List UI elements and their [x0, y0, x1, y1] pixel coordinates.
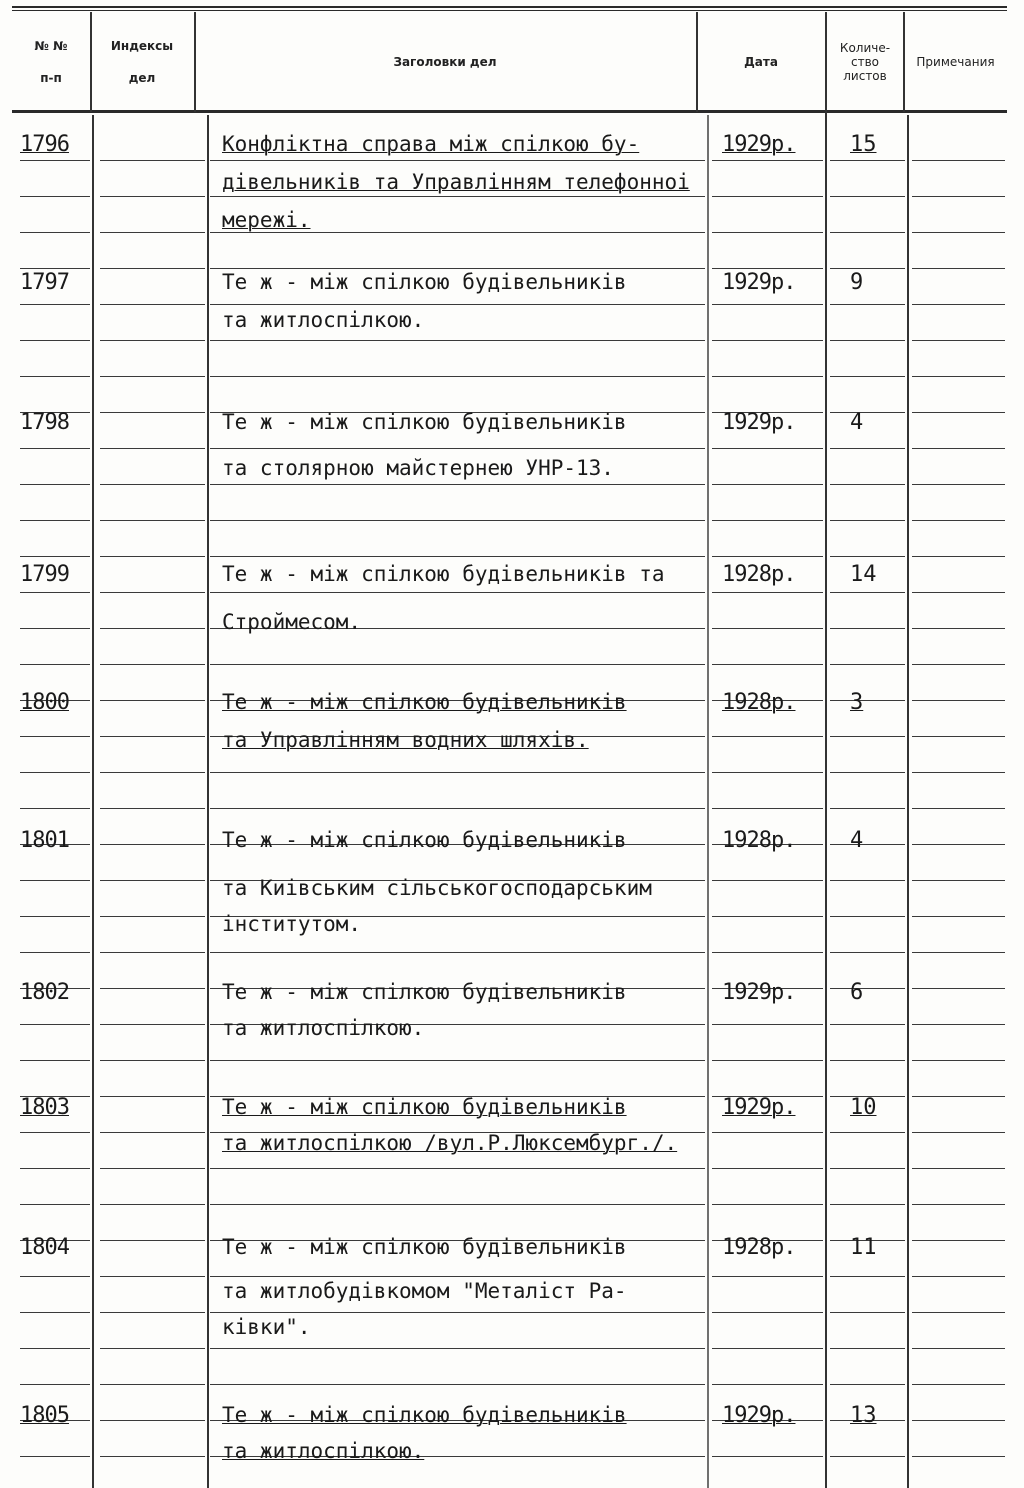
- ruled-line: [912, 160, 1005, 161]
- ruled-line: [20, 1348, 90, 1349]
- header-sheets-label-2: ство: [850, 55, 879, 69]
- ruled-line: [830, 628, 905, 629]
- entry-number: 1804: [20, 1235, 69, 1260]
- ruled-line: [20, 1384, 90, 1385]
- ruled-line: [712, 1384, 823, 1385]
- entry-title-line: Строймесом.: [222, 610, 362, 634]
- ruled-line: [712, 1276, 823, 1277]
- ruled-line: [712, 880, 823, 881]
- ruled-line: [712, 556, 823, 557]
- entry-title-line: та Управлiнням водних шляхiв.: [222, 728, 589, 752]
- entry-sheet-count: 15: [850, 132, 877, 157]
- header-bottom-rule: [12, 110, 1007, 113]
- entry-number: 1797: [20, 270, 69, 295]
- entry-title-line: Те ж - мiж спiлкою будiвельникiв та: [222, 562, 665, 586]
- ruled-line: [210, 808, 705, 809]
- ruled-line: [210, 376, 705, 377]
- header-date-column: [696, 12, 826, 112]
- ruled-line: [210, 1060, 705, 1061]
- ruled-line: [830, 592, 905, 593]
- column-divider: [90, 12, 92, 112]
- header-index-label: Индексы: [110, 39, 174, 53]
- ruled-line: [830, 376, 905, 377]
- ruled-line: [100, 448, 205, 449]
- entry-number: 1803: [20, 1095, 69, 1120]
- column-divider: [207, 115, 209, 1488]
- ruled-line: [912, 700, 1005, 701]
- header-notes-label: Примечания: [916, 55, 995, 69]
- ruled-line: [100, 304, 205, 305]
- entry-title-line: iнститутом.: [222, 912, 362, 936]
- ruled-line: [100, 556, 205, 557]
- ruled-line: [830, 1276, 905, 1277]
- header-title-column: [194, 12, 696, 112]
- ruled-line: [100, 412, 205, 413]
- ruled-line: [100, 1456, 205, 1457]
- ruled-line: [830, 736, 905, 737]
- ruled-line: [100, 952, 205, 953]
- ruled-line: [830, 556, 905, 557]
- ruled-line: [210, 664, 705, 665]
- entry-sheet-count: 6: [850, 980, 864, 1005]
- entry-date: 1929р.: [722, 1095, 796, 1120]
- column-divider: [696, 12, 698, 112]
- ruled-line: [912, 592, 1005, 593]
- ruled-line: [712, 808, 823, 809]
- entry-sheet-count: 13: [850, 1403, 877, 1428]
- entry-date: 1928р.: [722, 690, 796, 715]
- ruled-line: [20, 1456, 90, 1457]
- entry-title-line: та житлоспiлкою.: [222, 308, 425, 332]
- entry-number: 1801: [20, 828, 69, 853]
- header-sheets-label-1: Количе-: [839, 41, 891, 55]
- entry-title-line: Те ж - мiж спiлкою будiвельникiв: [222, 1403, 627, 1427]
- entry-title-line: дiвельникiв та Управлiнням телефонноi: [222, 170, 690, 194]
- column-divider: [825, 12, 827, 1488]
- ruled-line: [712, 1132, 823, 1133]
- ruled-line: [100, 1204, 205, 1205]
- ruled-line: [830, 1204, 905, 1205]
- ruled-line: [830, 520, 905, 521]
- ruled-line: [912, 1096, 1005, 1097]
- ruled-line: [100, 880, 205, 881]
- entry-title-line: та житлоспiлкою.: [222, 1439, 425, 1463]
- ruled-line: [210, 772, 705, 773]
- ruled-line: [830, 664, 905, 665]
- ruled-line: [912, 1312, 1005, 1313]
- ruled-line: [20, 160, 90, 161]
- ruled-line: [912, 952, 1005, 953]
- entry-sheet-count: 10: [850, 1095, 877, 1120]
- ruled-line: [210, 448, 705, 449]
- ruled-line: [20, 772, 90, 773]
- ruled-line: [100, 1024, 205, 1025]
- ruled-line: [100, 808, 205, 809]
- ruled-line: [20, 628, 90, 629]
- ruled-line: [210, 304, 705, 305]
- entry-number: 1802: [20, 980, 69, 1005]
- header-number-label: № №: [34, 39, 68, 53]
- ruled-line: [912, 340, 1005, 341]
- ruled-line: [20, 340, 90, 341]
- ruled-line: [712, 520, 823, 521]
- ruled-line: [210, 340, 705, 341]
- ruled-line: [100, 232, 205, 233]
- ruled-line: [830, 772, 905, 773]
- entry-number: 1796: [20, 132, 69, 157]
- ruled-line: [20, 448, 90, 449]
- ruled-line: [20, 916, 90, 917]
- header-title-label: Заголовки дел: [393, 55, 497, 69]
- ruled-line: [912, 196, 1005, 197]
- ruled-line: [210, 232, 705, 233]
- ruled-line: [830, 952, 905, 953]
- ruled-line: [712, 484, 823, 485]
- column-divider: [92, 115, 94, 1488]
- entry-date: 1929р.: [722, 410, 796, 435]
- ruled-line: [830, 196, 905, 197]
- ruled-line: [830, 1348, 905, 1349]
- ruled-line: [912, 1168, 1005, 1169]
- ruled-line: [100, 1132, 205, 1133]
- entry-number: 1798: [20, 410, 69, 435]
- header-number-sublabel: п-п: [40, 71, 62, 85]
- ruled-line: [210, 196, 705, 197]
- ruled-line: [210, 1384, 705, 1385]
- ruled-line: [912, 1276, 1005, 1277]
- ruled-line: [912, 1384, 1005, 1385]
- entry-title-line: та столярною майстернею УНР-13.: [222, 456, 614, 480]
- ruled-line: [712, 916, 823, 917]
- ruled-line: [912, 1420, 1005, 1421]
- ruled-line: [210, 1312, 705, 1313]
- ruled-line: [830, 916, 905, 917]
- ruled-line: [712, 1348, 823, 1349]
- column-divider: [903, 12, 905, 112]
- ruled-line: [100, 700, 205, 701]
- entry-title-line: та житлоспiлкою.: [222, 1016, 425, 1040]
- entry-date: 1928р.: [722, 1235, 796, 1260]
- ruled-line: [210, 952, 705, 953]
- entry-title-line: та житлобудiвкомом "Металiст Ра-: [222, 1279, 627, 1303]
- ruled-line: [20, 1060, 90, 1061]
- header-index-sublabel: дел: [128, 71, 156, 85]
- entry-date: 1928р.: [722, 828, 796, 853]
- ruled-line: [830, 880, 905, 881]
- ruled-line: [912, 232, 1005, 233]
- ruled-line: [912, 844, 1005, 845]
- ruled-line: [100, 736, 205, 737]
- entry-title-line: кiвки".: [222, 1315, 311, 1339]
- ruled-line: [20, 1168, 90, 1169]
- entry-title-line: мережi.: [222, 208, 311, 232]
- ruled-line: [830, 1384, 905, 1385]
- ruled-line: [100, 1060, 205, 1061]
- entry-title-line: Те ж - мiж спiлкою будiвельникiв: [222, 270, 627, 294]
- ruled-line: [712, 196, 823, 197]
- entry-number: 1799: [20, 562, 69, 587]
- ruled-line: [210, 1276, 705, 1277]
- ruled-line: [20, 1024, 90, 1025]
- ruled-line: [712, 340, 823, 341]
- ruled-line: [100, 268, 205, 269]
- ruled-line: [912, 736, 1005, 737]
- ruled-line: [712, 1060, 823, 1061]
- ruled-line: [912, 556, 1005, 557]
- ruled-line: [20, 196, 90, 197]
- ruled-line: [20, 592, 90, 593]
- ruled-line: [100, 1240, 205, 1241]
- header-sheets-label-3: листов: [843, 69, 887, 83]
- ruled-line: [210, 592, 705, 593]
- entry-number: 1800: [20, 690, 69, 715]
- entry-title-line: Те ж - мiж спiлкою будiвельникiв: [222, 1235, 627, 1259]
- ruled-line: [712, 664, 823, 665]
- entry-title-line: Те ж - мiж спiлкою будiвельникiв: [222, 690, 627, 714]
- ruled-line: [912, 988, 1005, 989]
- ruled-line: [20, 664, 90, 665]
- ruled-line: [712, 304, 823, 305]
- ruled-line: [100, 1384, 205, 1385]
- ruled-line: [712, 1312, 823, 1313]
- ruled-line: [712, 1024, 823, 1025]
- entry-title-line: та Киiвським сiльськогосподарським: [222, 876, 652, 900]
- ruled-line: [912, 664, 1005, 665]
- ruled-line: [912, 484, 1005, 485]
- ruled-line: [100, 628, 205, 629]
- ruled-line: [20, 1276, 90, 1277]
- ruled-line: [20, 880, 90, 881]
- ruled-line: [912, 628, 1005, 629]
- ruled-line: [912, 1240, 1005, 1241]
- ruled-line: [100, 520, 205, 521]
- entry-title-line: Те ж - мiж спiлкою будiвельникiв: [222, 1095, 627, 1119]
- entry-sheet-count: 11: [850, 1235, 877, 1260]
- ruled-line: [100, 664, 205, 665]
- ruled-line: [712, 628, 823, 629]
- ruled-line: [20, 808, 90, 809]
- ruled-line: [830, 484, 905, 485]
- ruled-line: [100, 1312, 205, 1313]
- ruled-line: [712, 376, 823, 377]
- ruled-line: [830, 1060, 905, 1061]
- entry-title-line: Те ж - мiж спiлкою будiвельникiв: [222, 410, 627, 434]
- entry-sheet-count: 9: [850, 270, 864, 295]
- ruled-line: [830, 232, 905, 233]
- ruled-line: [100, 484, 205, 485]
- ruled-line: [712, 1204, 823, 1205]
- entry-date: 1929р.: [722, 1403, 796, 1428]
- ruled-line: [912, 520, 1005, 521]
- ruled-line: [830, 1132, 905, 1133]
- ruled-line: [20, 520, 90, 521]
- ruled-line: [100, 1168, 205, 1169]
- ruled-line: [912, 412, 1005, 413]
- ruled-line: [712, 772, 823, 773]
- ruled-line: [20, 736, 90, 737]
- ruled-line: [912, 916, 1005, 917]
- header-index-column: [90, 12, 194, 112]
- ruled-line: [20, 232, 90, 233]
- entry-date: 1929р.: [722, 270, 796, 295]
- ruled-line: [100, 772, 205, 773]
- ruled-line: [830, 1312, 905, 1313]
- column-divider: [907, 115, 909, 1488]
- ruled-line: [100, 1096, 205, 1097]
- header-sheets-column: [826, 12, 904, 112]
- ruled-line: [100, 376, 205, 377]
- ruled-line: [912, 1456, 1005, 1457]
- column-divider: [194, 12, 196, 112]
- entry-title-line: Те ж - мiж спiлкою будiвельникiв: [222, 828, 627, 852]
- ruled-line: [830, 304, 905, 305]
- ruled-line: [100, 196, 205, 197]
- header-notes-column: [904, 12, 1007, 112]
- ruled-line: [712, 736, 823, 737]
- ruled-line: [912, 1132, 1005, 1133]
- ruled-line: [100, 1276, 205, 1277]
- ruled-line: [912, 772, 1005, 773]
- ruled-line: [210, 556, 705, 557]
- ruled-line: [712, 232, 823, 233]
- ruled-line: [912, 304, 1005, 305]
- ruled-line: [912, 1060, 1005, 1061]
- ruled-line: [100, 988, 205, 989]
- ruled-line: [100, 1420, 205, 1421]
- ruled-line: [712, 1168, 823, 1169]
- ruled-line: [20, 1204, 90, 1205]
- ruled-line: [912, 1204, 1005, 1205]
- ruled-line: [20, 556, 90, 557]
- ruled-line: [912, 376, 1005, 377]
- ruled-line: [912, 448, 1005, 449]
- top-border-line: [12, 6, 1007, 8]
- ruled-line: [100, 592, 205, 593]
- entry-sheet-count: 4: [850, 410, 864, 435]
- ruled-line: [20, 376, 90, 377]
- ruled-line: [100, 1348, 205, 1349]
- ruled-line: [20, 484, 90, 485]
- ruled-line: [830, 1456, 905, 1457]
- ruled-line: [20, 1132, 90, 1133]
- entry-sheet-count: 4: [850, 828, 864, 853]
- table-header: [12, 12, 1007, 112]
- ruled-line: [210, 484, 705, 485]
- header-number-column: [12, 12, 90, 112]
- top-border-line-thin: [12, 10, 1007, 11]
- ruled-line: [100, 160, 205, 161]
- ruled-line: [210, 520, 705, 521]
- ruled-line: [100, 340, 205, 341]
- ruled-line: [20, 1312, 90, 1313]
- ruled-line: [912, 268, 1005, 269]
- ruled-line: [912, 1024, 1005, 1025]
- header-date-label: Дата: [744, 55, 778, 69]
- column-divider: [707, 115, 709, 1488]
- ruled-line: [100, 844, 205, 845]
- ruled-line: [912, 880, 1005, 881]
- ruled-line: [912, 808, 1005, 809]
- ruled-line: [830, 1024, 905, 1025]
- ruled-line: [830, 448, 905, 449]
- entry-sheet-count: 14: [850, 562, 877, 587]
- ruled-line: [210, 1204, 705, 1205]
- ruled-line: [20, 304, 90, 305]
- entry-number: 1805: [20, 1403, 69, 1428]
- ruled-line: [20, 952, 90, 953]
- ruled-line: [712, 160, 823, 161]
- ruled-line: [712, 952, 823, 953]
- entry-date: 1929р.: [722, 980, 796, 1005]
- ruled-line: [830, 1168, 905, 1169]
- ruled-line: [830, 160, 905, 161]
- entry-date: 1929р.: [722, 132, 796, 157]
- ruled-line: [712, 448, 823, 449]
- ruled-line: [830, 340, 905, 341]
- ruled-line: [210, 160, 705, 161]
- ruled-line: [210, 1348, 705, 1349]
- entry-title-line: Конфлiктна справа мiж спiлкою бу-: [222, 132, 640, 156]
- ruled-line: [210, 1168, 705, 1169]
- ruled-line: [712, 592, 823, 593]
- entry-title-line: Те ж - мiж спiлкою будiвельникiв: [222, 980, 627, 1004]
- ruled-line: [100, 916, 205, 917]
- ruled-line: [712, 1456, 823, 1457]
- entry-title-line: та житлоспiлкою /вул.Р.Люксембург./.: [222, 1131, 678, 1155]
- ruled-line: [912, 1348, 1005, 1349]
- entry-date: 1928р.: [722, 562, 796, 587]
- ruled-line: [830, 808, 905, 809]
- entry-sheet-count: 3: [850, 690, 864, 715]
